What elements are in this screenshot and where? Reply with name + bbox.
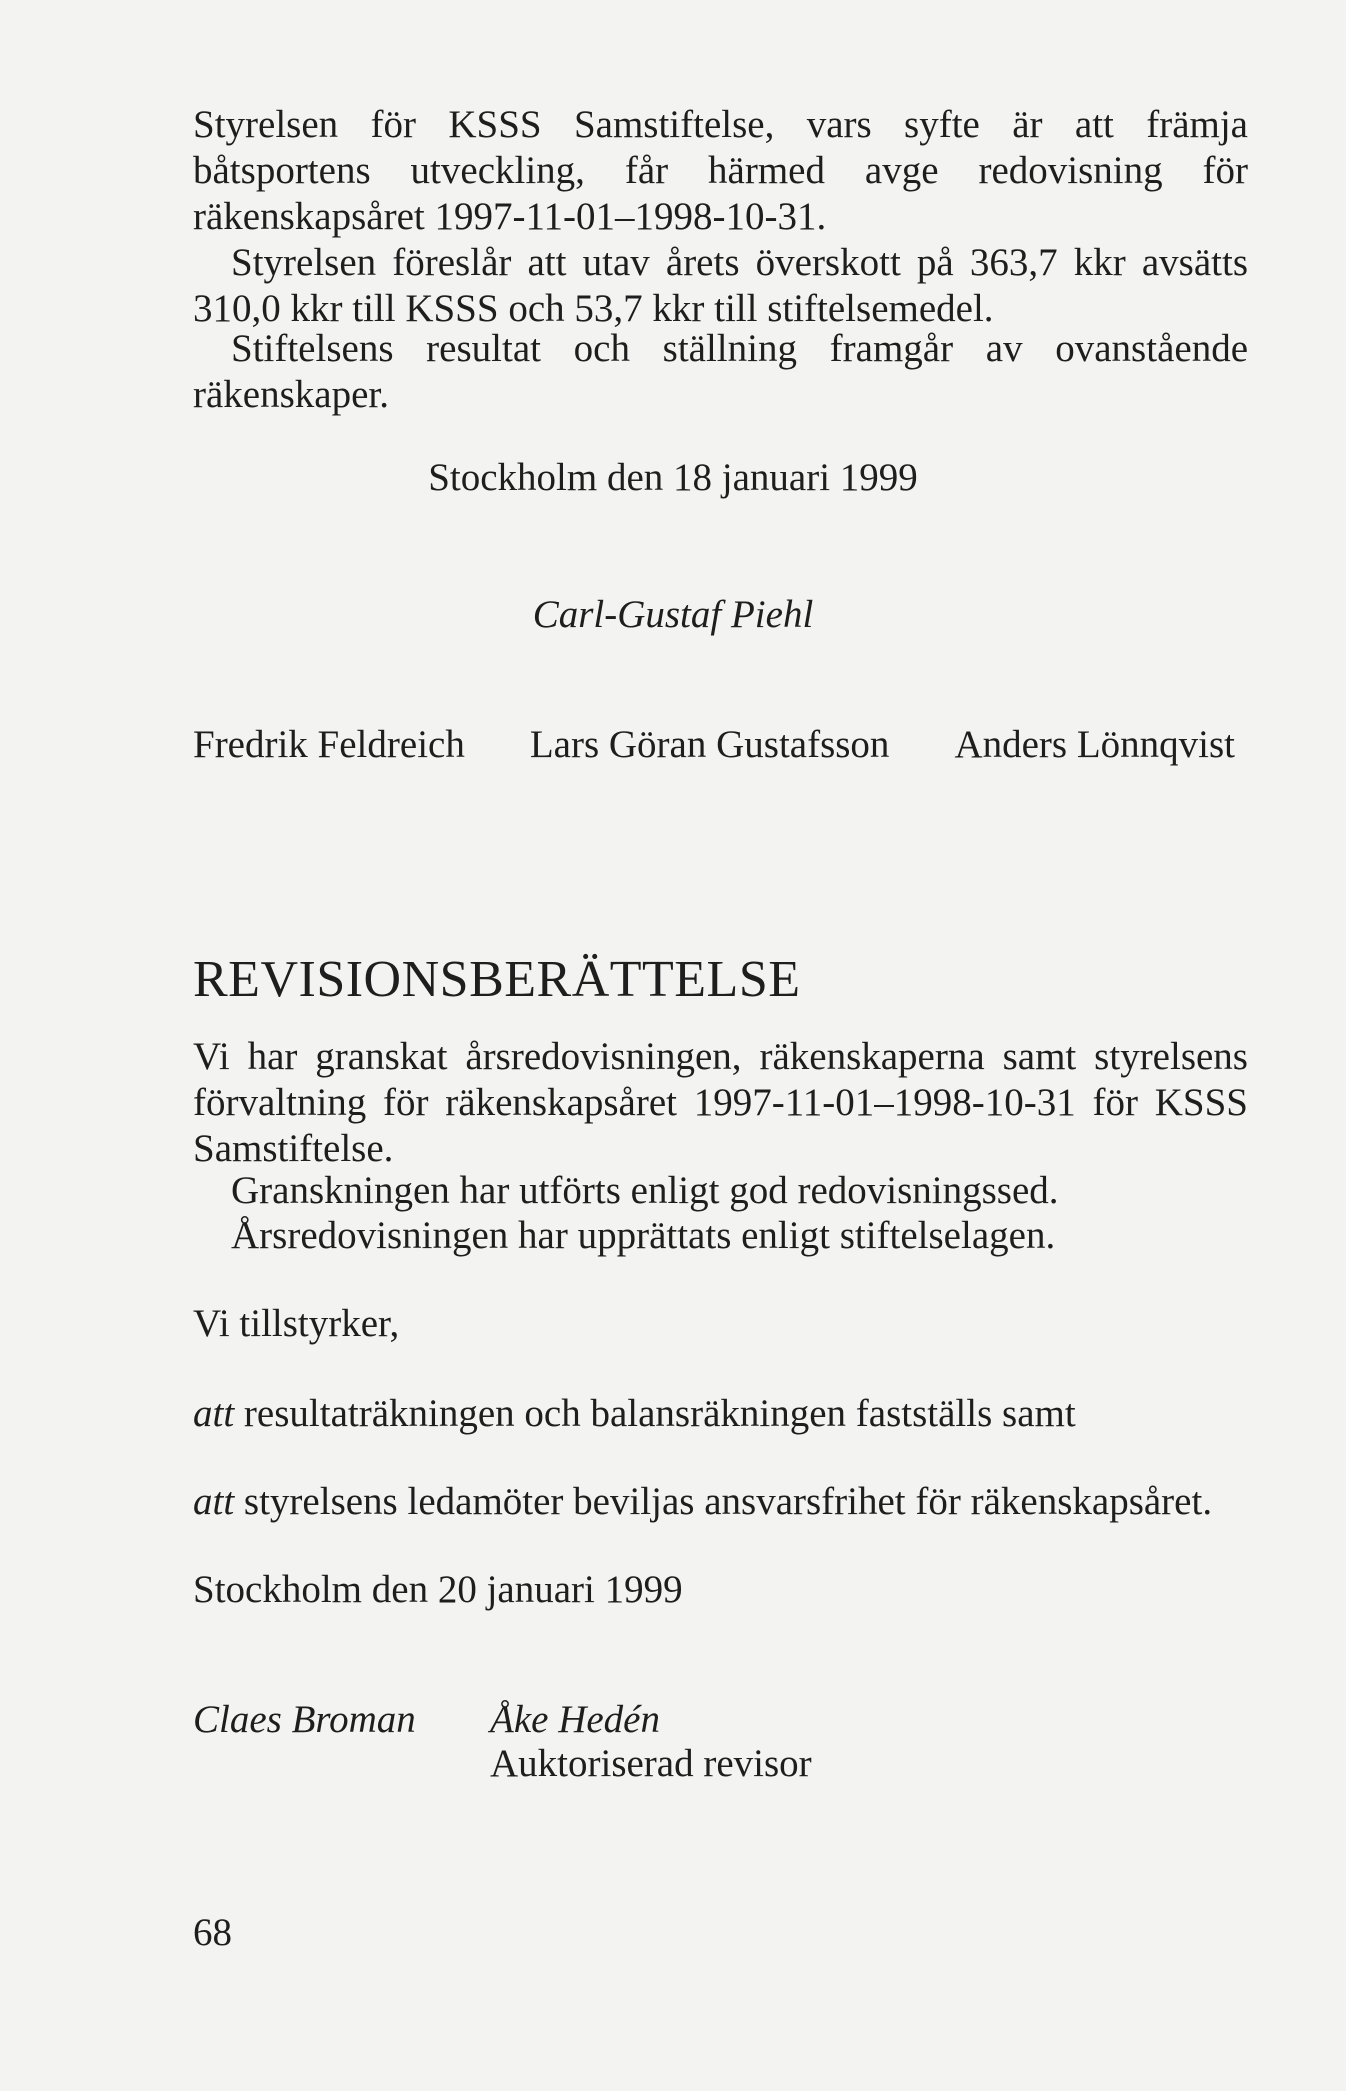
board-member-1: Fredrik Feldreich [193,723,465,766]
audit-report-heading: REVISIONSBERÄTTELSE [193,951,801,1008]
recommend-intro: Vi tillstyrker, [193,1302,400,1345]
board-report-paragraph-2 [193,240,1248,332]
audit-text-2: Granskningen har utförts enligt god redovisningssed. [231,1169,1059,1212]
recommendation-2 [193,1479,1212,1525]
board-report-paragraph-1 [193,102,1248,240]
audit-place-date: Stockholm den 20 januari 1999 [193,1568,683,1611]
audit-paragraph-2 [193,1168,1248,1214]
auditor-2-block [490,1697,812,1787]
board-report-text-3: Stiftelsens resultat och ställning framgår av ovanstående räkenskaper. [193,327,1248,416]
audit-paragraph-3 [193,1213,1248,1259]
board-report-paragraph-3 [193,326,1248,418]
audit-text-1: Vi har granskat årsredovisningen, räkenskaperna samt styrelsens förvaltning för räkenskapsåret 1997-11-01–1998-10-31 för KSSS Samstiftelse. [193,1035,1248,1170]
att-word-2: att [193,1480,235,1523]
auditor-2-title: Auktoriserad revisor [490,1742,812,1785]
page-number: 68 [193,1911,232,1954]
board-members-signatures [193,722,1235,768]
att-word-1: att [193,1392,235,1435]
board-member-3: Anders Lönnqvist [954,723,1235,766]
recommendation-1 [193,1391,1076,1437]
board-member-2: Lars Göran Gustafsson [529,723,890,766]
board-report-text-2: Styrelsen föreslår att utav årets överskott på 363,7 kkr avsätts 310,0 kkr till KSSS och 53,7 kkr till stiftelsemedel. [193,241,1248,330]
recommendation-2-text: styrelsens ledamöter beviljas ansvarsfrihet för räkenskapsåret. [234,1480,1213,1523]
board-place-date: Stockholm den 18 januari 1999 [428,456,918,499]
board-report-text-1: Styrelsen för KSSS Samstiftelse, vars syfte är att främja båtsportens utveckling, får härmed avge redovisning för räkenskapsåret 1997-11-01–1998-10-31. [193,103,1248,238]
audit-text-3: Årsredovisningen har upprättats enligt stiftelselagen. [231,1214,1056,1257]
recommendation-1-text: resultaträkningen och balansräkningen fastställs samt [234,1392,1076,1435]
audit-paragraph-1 [193,1034,1248,1172]
auditor-2-signature: Åke Hedén [490,1698,660,1741]
chairman-signature: Carl-Gustaf Piehl [532,593,814,636]
auditor-1-signature: Claes Broman [193,1698,416,1741]
